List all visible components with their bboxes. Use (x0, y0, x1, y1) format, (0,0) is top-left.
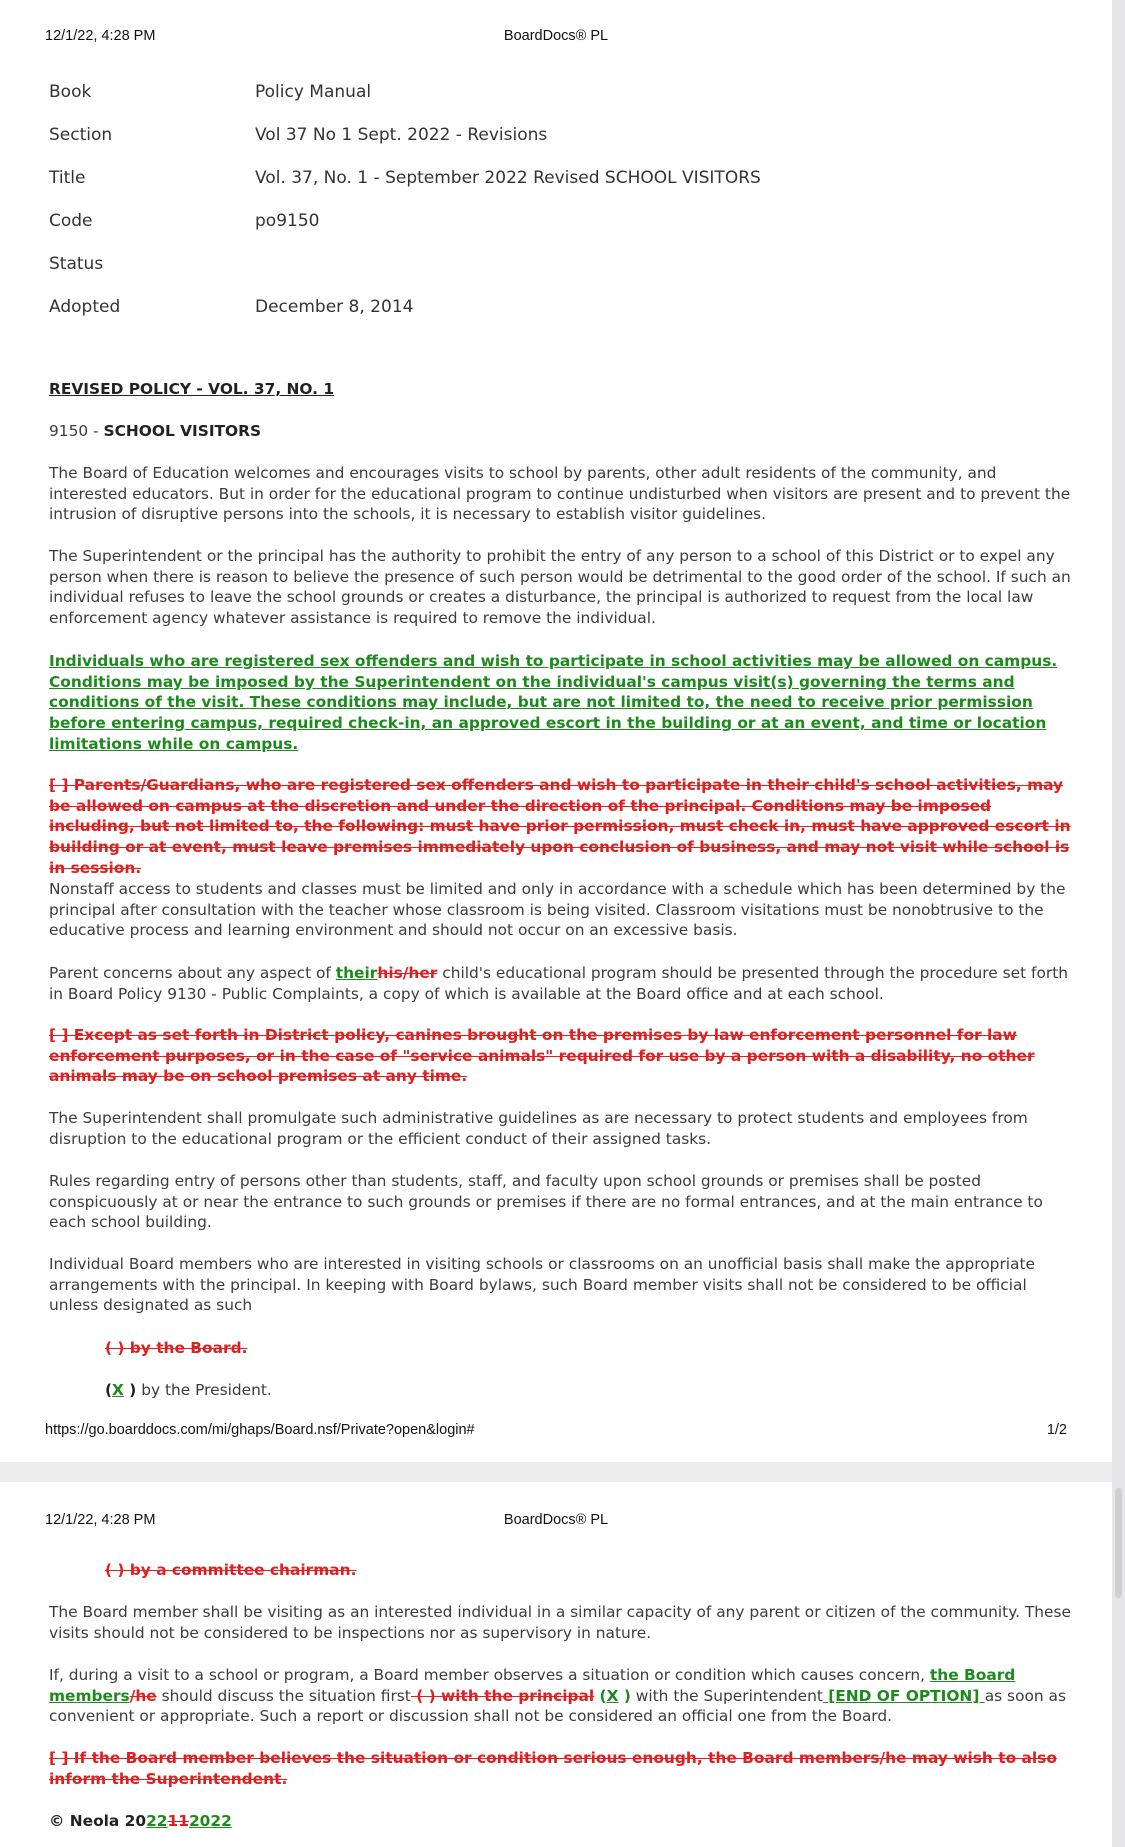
policy-title-text: SCHOOL VISITORS (103, 422, 262, 440)
meta-label: Adopted (49, 297, 121, 317)
option-text: by the President. (136, 1381, 272, 1399)
page-url: https://go.boarddocs.com/mi/ghaps/Board.nsf/Private?open&login# (45, 1422, 475, 1438)
paren-close: ) (618, 1686, 631, 1705)
text-run: with the Superintendent (630, 1686, 823, 1705)
revised-heading (49, 379, 1075, 400)
inserted-text: 22 (146, 1812, 168, 1830)
paragraph-entry-rules: Rules regarding entry of persons other than students, staff, and faculty upon school grounds or premises shall be posted conspicuously at or near the entrance to such grounds or premises if there are no formal entrances, and at the main entrance to each school building. (49, 1172, 1043, 1232)
page-number: 1/2 (1046, 1422, 1067, 1438)
paren-close: ) (123, 1381, 137, 1399)
site-title: BoardDocs® PL (503, 1512, 609, 1528)
inserted-text: 2022 (188, 1812, 232, 1830)
selected-option-mark: X (606, 1686, 619, 1705)
paragraph-inserted-sex-offenders: Individuals who are registered sex offenders and wish to participate in school activities may be allowed on campus. Conditions may be imposed by the Superintendent on the individual's campus visit(s) governing the terms and conditions of the visit. These conditions may include, but are not limited to, the need to receive prior permission before entering campus, required check-in, an approved escort in the building or at an event, and time or location limitations while on campus. (49, 652, 1058, 753)
text-run: Parent concerns about any aspect of (49, 964, 336, 982)
text-run: as soon as convenient or appropriate. Such a report or discussion shall not be considered an official one from the Board. (49, 1686, 1067, 1726)
meta-value: December 8, 2014 (255, 297, 414, 317)
paragraph-welcome: The Board of Education welcomes and encourages visits to school by parents, other adult residents of the community, and interested educators. But in order for the educational program to continue undisturbed when visitors are present and to prevent the intrusion of disruptive persons into the schools, it is necessary to establish visitor guidelines. (49, 464, 1071, 524)
option-by-president (105, 1380, 1112, 1401)
deleted-text: 11 (167, 1812, 189, 1830)
meta-label: Status (49, 254, 104, 274)
option-deleted-by-board: ( ) by the Board. (105, 1339, 248, 1357)
inserted-text: the Board members (49, 1666, 1016, 1705)
policy-number: 9150 - (49, 422, 104, 440)
text-run: should discuss the situation first (156, 1686, 411, 1705)
paragraph-deleted-animals: [ ] Except as set forth in District policy, canines brought on the premises by law enforcement personnel for law enforcement purposes, or in the case of "service animals" required for use by a person with a disability, no other animals may be on school premises at any time. (49, 1026, 1035, 1086)
inserted-text: their (335, 964, 378, 982)
paragraph-interested-individual: The Board member shall be visiting as an interested individual in a similar capacity of any parent or citizen of the community. These visits should not be considered to be inspections nor as supervisory in nature. (49, 1603, 1072, 1642)
copyright (49, 1811, 1075, 1832)
print-date: 12/1/22, 4:28 PM (45, 28, 156, 44)
meta-value: Vol 37 No 1 Sept. 2022 - Revisions (255, 125, 548, 145)
paragraph-deleted-parents: [ ] Parents/Guardians, who are registered sex offenders and wish to participate in their child's school activities, may be allowed on campus at the discretion and under the direction of the principal. Conditions may be imposed including, but not limited to, the following: must have prior permission, must check in, must have approved escort in building or at event, must leave premises immediately upon conclusion of business, and may not visit while school is in session. (49, 776, 1071, 877)
paragraph-deleted-inform: [ ] If the Board member believes the situation or condition serious enough, the Board members/he may wish to also inform the Superintendent. (49, 1749, 1057, 1788)
deleted-text: /he (129, 1686, 157, 1705)
page-header (45, 1512, 1067, 1528)
text-run: If, during a visit to a school or program, a Board member observes a situation or condition which causes concern, (49, 1666, 930, 1684)
paragraph-parent-concerns (49, 963, 1075, 1004)
meta-value: Vol. 37, No. 1 - September 2022 Revised SCHOOL VISITORS (255, 168, 761, 188)
paragraph-authority: The Superintendent or the principal has the authority to prohibit the entry of any person to a school of this District or to expel any person when there is reason to believe the presence of such person would be detrimental to the good order of the school. If such an individual refuses to leave the school grounds or creates a disturbance, the principal is authorized to request from the local law enforcement agency whatever assistance is required to remove the individual. (49, 547, 1071, 628)
revised-heading-text: REVISED POLICY - VOL. 37, NO. 1 (49, 380, 335, 398)
policy-title (49, 421, 1075, 442)
page-footer (45, 1422, 1067, 1438)
inserted-text: [END OF OPTION] (822, 1686, 985, 1705)
option-deleted-committee-chairman: ( ) by a committee chairman. (105, 1561, 357, 1579)
meta-value: po9150 (255, 211, 320, 231)
meta-value: Policy Manual (255, 82, 372, 102)
selected-option-mark: X (112, 1381, 124, 1399)
paragraph-board-members: Individual Board members who are interested in visiting schools or classrooms on an unofficial basis shall make the appropriate arrangements with the principal. In keeping with Board bylaws, such Board member visits shall not be considered to be official unless designated as such (49, 1255, 1035, 1315)
paren-open: ( (594, 1686, 607, 1705)
deleted-text: his/her (377, 964, 438, 982)
paragraph-guidelines: The Superintendent shall promulgate such administrative guidelines as are necessary to protect students and employees from disruption to the educational program or the efficient conduct of their assigned tasks. (49, 1109, 1028, 1148)
scrollbar-thumb[interactable] (1115, 1488, 1122, 1598)
site-title: BoardDocs® PL (503, 28, 609, 44)
meta-label: Book (49, 82, 92, 102)
page-header (45, 28, 1067, 44)
meta-label: Title (49, 168, 86, 188)
meta-label: Section (49, 125, 113, 145)
copyright-text: © Neola 20 (49, 1812, 147, 1830)
meta-label: Code (49, 211, 93, 231)
paragraph-observed-concern (49, 1665, 1075, 1727)
deleted-text: ( ) with the principal (410, 1686, 595, 1705)
document-page-2 (0, 1482, 1112, 1847)
paren-open: ( (105, 1381, 113, 1399)
paragraph-nonstaff-access: Nonstaff access to students and classes must be limited and only in accordance with a schedule which has been determined by the principal after consultation with the teacher whose classroom is being visited. Classroom visitations must be nonobtrusive to the educative process and learning environment and should not occur on an excessive basis. (49, 880, 1066, 940)
print-date: 12/1/22, 4:28 PM (45, 1512, 156, 1528)
text-run: child's educational program should be presented through the procedure set forth in Board Policy 9130 - Public Complaints, a copy of which is available at the Board office and at each school. (49, 964, 1068, 1003)
